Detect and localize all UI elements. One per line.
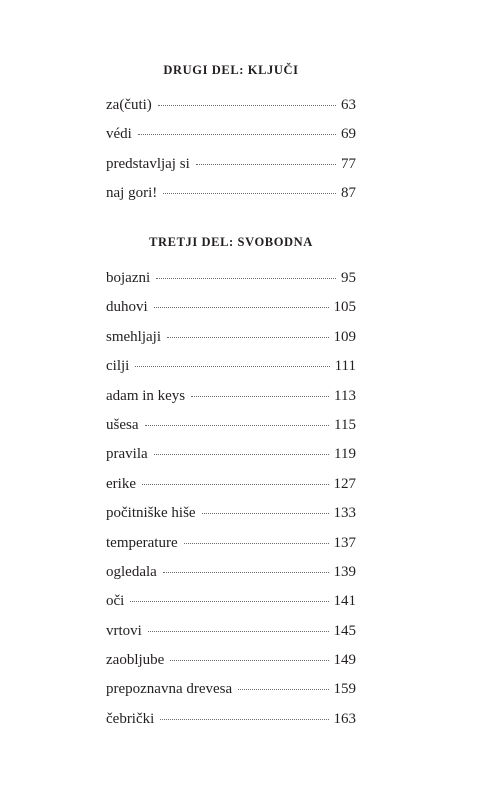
toc-entry-title: temperature	[106, 534, 178, 551]
toc-entry	[106, 444, 356, 473]
toc-entry-title: oči	[106, 593, 125, 610]
toc-entry-title: védi	[106, 126, 132, 143]
toc-entry	[106, 95, 356, 124]
toc-entry-page-number: 141	[333, 593, 356, 610]
toc-entry-title: duhovi	[106, 299, 148, 316]
dot-leader	[163, 572, 329, 573]
toc-entry-page-number: 137	[333, 534, 356, 551]
toc-entry-page-number: 149	[333, 652, 356, 669]
toc-entry-page-number: 145	[333, 622, 356, 639]
toc-entry-page-number: 95	[341, 270, 356, 286]
toc-entry-page-number: 159	[333, 681, 356, 698]
dot-leader	[163, 193, 336, 194]
toc-entry-title: zaobljube	[106, 652, 165, 669]
toc-entry-page-number: 63	[341, 97, 356, 113]
toc-entry-title: vrtovi	[106, 622, 142, 639]
dot-leader	[196, 164, 336, 165]
toc-entry	[106, 709, 356, 738]
dot-leader	[135, 366, 329, 367]
toc-entry	[106, 183, 356, 212]
toc-list-drugi-del	[106, 95, 356, 213]
toc-entry-page-number: 77	[341, 155, 356, 172]
toc-entry-title: ušesa	[106, 416, 139, 433]
toc-entry-title: smehljaji	[106, 328, 161, 345]
toc-entry-title: naj gori!	[106, 185, 158, 202]
toc-entry-page-number: 119	[334, 446, 356, 463]
toc-list-tretji-del	[106, 268, 356, 738]
toc-entry-title: čebrički	[106, 710, 155, 727]
toc-entry-title: bojazni	[106, 270, 151, 286]
toc-entry	[106, 591, 356, 620]
toc-entry-title: ogledala	[106, 563, 157, 580]
toc-entry	[106, 533, 356, 562]
toc-entry	[106, 650, 356, 679]
dot-leader	[160, 719, 328, 720]
toc-entry-title: prepoznavna drevesa	[106, 681, 233, 698]
dot-leader	[142, 484, 329, 485]
toc-entry	[106, 124, 356, 153]
toc-entry-page-number: 133	[333, 505, 356, 522]
toc-entry	[106, 386, 356, 415]
toc-entry	[106, 356, 356, 385]
toc-entry	[106, 154, 356, 183]
dot-leader	[145, 425, 330, 426]
toc-entry-title: adam in keys	[106, 387, 186, 404]
toc-entry-title: erike	[106, 475, 136, 492]
section-heading-tretji-del: TRETJI DEL: SVOBODNA	[149, 235, 313, 249]
dot-leader	[238, 689, 328, 690]
section-heading-drugi-del: DRUGI DEL: KLJUČI	[163, 63, 299, 77]
dot-leader	[191, 396, 329, 397]
toc-entry	[106, 503, 356, 532]
toc-entry-page-number: 115	[334, 416, 356, 433]
dot-leader	[156, 278, 336, 279]
toc-entry-title: predstavljaj si	[106, 155, 190, 172]
toc-entry-title: pravila	[106, 446, 148, 463]
dot-leader	[130, 601, 328, 602]
toc-entry	[106, 297, 356, 326]
toc-entry-page-number: 139	[333, 563, 356, 580]
toc-entry	[106, 415, 356, 444]
dot-leader	[148, 631, 329, 632]
toc-entry-page-number: 69	[341, 126, 356, 143]
dot-leader	[154, 307, 329, 308]
toc-entry	[106, 474, 356, 503]
toc-entry-page-number: 105	[333, 299, 356, 316]
dot-leader	[154, 454, 329, 455]
dot-leader	[202, 513, 329, 514]
toc-entry-page-number: 113	[334, 387, 356, 404]
toc-entry-page-number: 163	[333, 710, 356, 727]
dot-leader	[167, 337, 329, 338]
dot-leader	[138, 134, 336, 135]
toc-entry	[106, 621, 356, 650]
toc-entry-title: cilji	[106, 358, 130, 375]
toc-entry-page-number: 87	[341, 185, 356, 202]
toc-entry-title: za(čuti)	[106, 97, 152, 113]
toc-entry-page-number: 127	[333, 475, 356, 492]
toc-entry	[106, 562, 356, 591]
dot-leader	[170, 660, 328, 661]
toc-entry-page-number: 109	[333, 328, 356, 345]
dot-leader	[184, 543, 329, 544]
toc-entry-page-number: 111	[334, 358, 356, 375]
toc-entry	[106, 679, 356, 708]
dot-leader	[158, 105, 336, 106]
toc-entry	[106, 327, 356, 356]
toc-entry	[106, 268, 356, 297]
toc-entry-title: počitniške hiše	[106, 505, 196, 522]
